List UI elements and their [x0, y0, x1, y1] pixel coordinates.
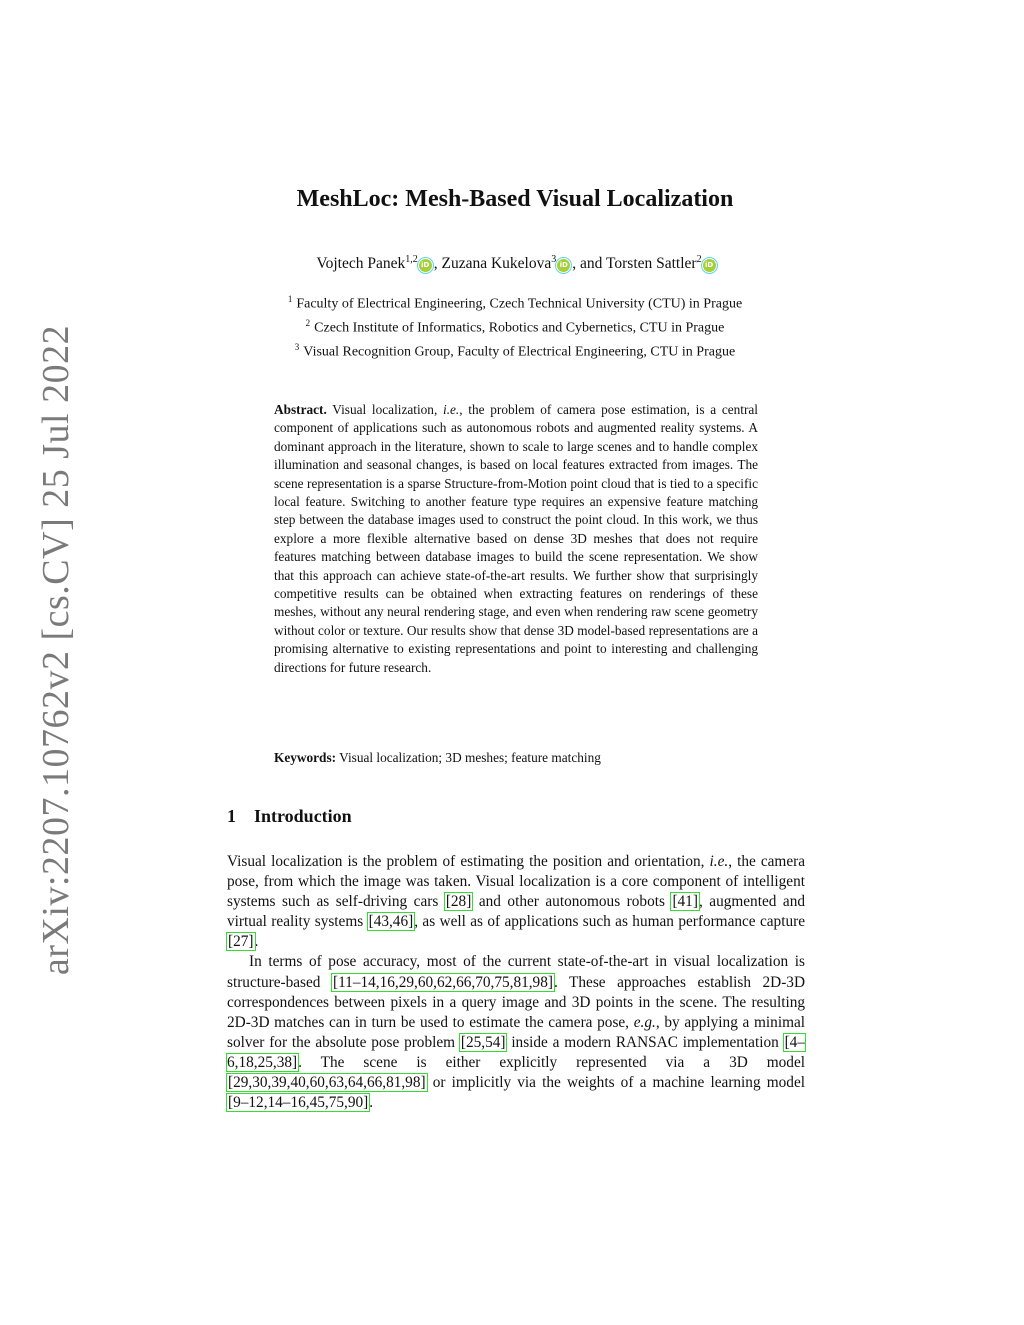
author-name: Torsten Sattler — [605, 255, 697, 273]
abstract-text: Visual localization, — [332, 402, 438, 417]
abstract — [274, 401, 758, 677]
author-affiliation-marker: 3 — [551, 254, 557, 265]
citation-link[interactable]: [43,46] — [368, 913, 414, 931]
affiliation-number: 2 — [305, 318, 311, 329]
author-name: Vojtech Panek — [316, 255, 406, 273]
paragraph: In terms of pose accuracy, most of the current state-of-the-art in visual localization is structure-based [11–14,16,29,60,62,66,70,75,81,98]. These approaches establish 2D-3D correspondences between pixels in a query image and 3D points in the scene. The resulting 2D-3D matches can in turn be used to estimate the camera pose, e.g., by applying a minimal solver for the absolute pose problem [25,54] inside a modern RANSAC implementation [4–6,18,25,38]. The scene is either explicitly represented via a 3D model [29,30,39,40,60,63,64,66,81,98] or implicitly via the weights of a machine learning model [9–12,14–16,45,75,90]. — [227, 953, 806, 1112]
section-number: 1 — [227, 806, 236, 826]
author-list — [0, 254, 1024, 273]
body-text — [227, 852, 805, 1113]
affiliation — [0, 290, 1024, 314]
citation-link[interactable]: [11–14,16,29,60,62,66,70,75,81,98] — [333, 973, 553, 991]
section-heading — [227, 806, 352, 827]
affiliation-number: 1 — [287, 294, 293, 304]
keywords — [274, 750, 758, 766]
citation-link[interactable]: [29,30,39,40,60,63,64,66,81,98] — [228, 1074, 426, 1092]
author-affiliation-marker: 2 — [696, 254, 702, 265]
paper-title: MeshLoc: Mesh-Based Visual Localization — [296, 186, 734, 212]
paragraph: Visual localization is the problem of estimating the position and orientation, i.e., the camera pose, from which the image was taken. Visual localization is a core component of intelligent systems such as self-driving cars [28] and other autonomous robots [41], augmented and virtual reality systems [43,46], as well as of applications such as human performance capture [27]. — [227, 853, 805, 951]
affiliation-text: Faculty of Electrical Engineering, Czech Technical University (CTU) in Prague — [296, 296, 743, 312]
citation-link[interactable]: [9–12,14–16,45,75,90] — [228, 1094, 369, 1112]
citation-link[interactable]: [4–6,18,25,38] — [227, 1033, 805, 1071]
citation-link[interactable]: [25,54] — [460, 1033, 506, 1051]
orcid-icon[interactable]: iD — [557, 259, 570, 272]
citation-link[interactable]: [28] — [445, 893, 472, 911]
orcid-icon[interactable]: iD — [419, 259, 432, 272]
affiliation — [0, 314, 1024, 338]
keywords-text: Visual localization; 3D meshes; feature matching — [339, 750, 601, 765]
arxiv-identifier: arXiv:2207.10762v2 [cs.CV] 25 Jul 2022 — [35, 324, 77, 976]
affiliation-list — [0, 290, 1024, 362]
abstract-text: i.e. — [443, 402, 460, 417]
abstract-label: Abstract. — [274, 402, 327, 417]
abstract-text: , the problem of camera pose estimation, is a central component of applications such as autonomous robots and augmented reality systems. A dominant approach in the literature, shown to scale to large scenes and to handle complex illumination and seasonal changes, is based on local features extracted from images. The scene representation is a sparse Structure-from-Motion point cloud that is tied to a specific local feature. Switching to another feature type requires an expensive feature matching step between the database images used to construct the point cloud. In this work, we thus explore a more flexible alternative based on dense 3D meshes that does not require features matching between database images to build the scene representation. We show that this approach can achieve state-of-the-art results. We further show that surprisingly competitive results can be obtained when extracting features on renderings of these meshes, without any neural rendering stage, and even when rendering raw scene geometry without color or texture. Our results show that dense 3D model-based representations are a promising alternative to existing representations and point to interesting and challenging directions for future research. — [274, 402, 759, 675]
section-title: Introduction — [254, 806, 352, 826]
keywords-label: Keywords: — [274, 750, 337, 765]
affiliation-text: Czech Institute of Informatics, Robotics and Cybernetics, CTU in Prague — [314, 320, 725, 336]
author-affiliation-marker: 1,2 — [405, 254, 418, 265]
author-separator: , and — [572, 255, 603, 273]
affiliation — [0, 338, 1024, 362]
author-name: Zuzana Kukelova — [441, 255, 552, 273]
affiliation-number: 3 — [294, 342, 300, 353]
citation-link[interactable]: [27] — [228, 933, 254, 951]
citation-link[interactable]: [41] — [672, 893, 698, 911]
affiliation-text: Visual Recognition Group, Faculty of Electrical Engineering, CTU in Prague — [303, 344, 736, 360]
author-separator: , — [433, 255, 438, 273]
orcid-icon[interactable]: iD — [703, 259, 716, 272]
